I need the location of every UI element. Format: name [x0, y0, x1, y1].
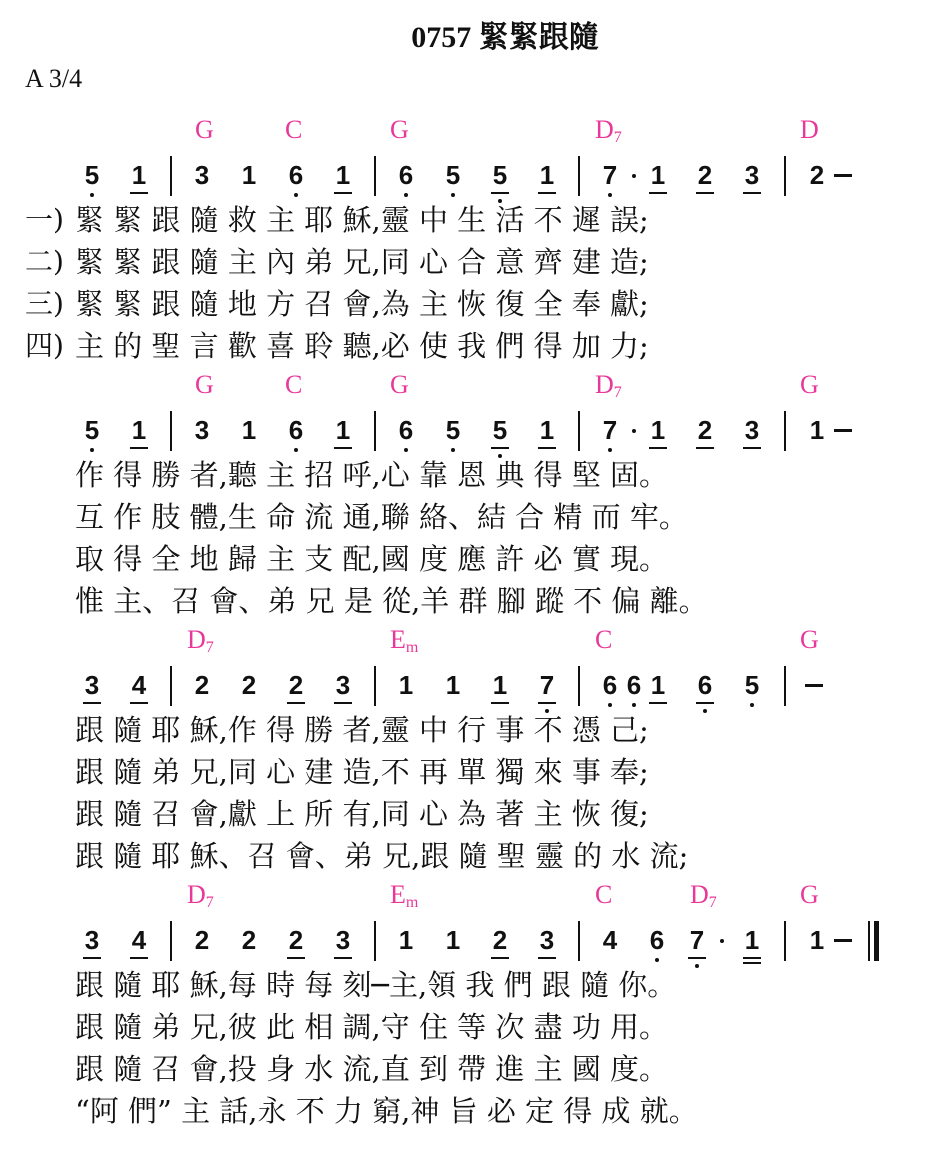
- low-octave-dot: [695, 964, 699, 968]
- bar-line: [578, 921, 580, 961]
- chord-subscript: 7: [613, 384, 622, 401]
- underline: [491, 702, 509, 704]
- underline: [287, 957, 305, 959]
- note-6: 6: [620, 670, 648, 700]
- chord-symbol: C: [595, 625, 613, 654]
- lyric-line: “阿 們” 主 話,永 不 力 窮,神 旨 必 定 得 成 就。: [75, 1094, 698, 1128]
- sustain-dash: [805, 684, 823, 687]
- note-5: 5: [78, 415, 106, 445]
- low-octave-dot: [294, 193, 298, 197]
- underline: [538, 702, 556, 704]
- chord-symbol: $E_m$: [390, 625, 419, 656]
- note-5: 5: [78, 160, 106, 190]
- note-5: 5: [486, 415, 514, 445]
- lyric-line: 主 的 聖 言 歡 喜 聆 聽,必 使 我 們 得 加 力;: [75, 329, 649, 363]
- lyric-line: 惟 主、召 會、弟 兄 是 從,羊 群 腳 蹤 不 偏 離。: [75, 584, 708, 618]
- augmentation-dot: [632, 174, 636, 178]
- note-1: 1: [533, 415, 561, 445]
- lyric-line: 作 得 勝 者,聽 主 招 呼,心 靠 恩 典 得 堅 固。: [75, 458, 669, 492]
- bar-line: [374, 411, 376, 451]
- sustain-dash: [834, 174, 852, 177]
- note-6: 6: [596, 670, 624, 700]
- bar-line: [374, 921, 376, 961]
- final-bar-thick: [874, 921, 879, 961]
- lyric-line: 跟 隨 耶 穌,作 得 勝 者,靈 中 行 事 不 憑 己;: [75, 713, 649, 747]
- note-5: 5: [439, 415, 467, 445]
- underline: [491, 447, 509, 449]
- low-octave-dot: [608, 448, 612, 452]
- lyric-line: 互 作 肢 體,生 命 流 通,聯 絡、結 合 精 而 牢。: [75, 500, 688, 534]
- note-1: 1: [533, 160, 561, 190]
- note-3: 3: [78, 925, 106, 955]
- chord-symbol: G: [195, 115, 214, 144]
- note-1: 1: [644, 160, 672, 190]
- low-octave-dot: [404, 448, 408, 452]
- bar-line: [170, 411, 172, 451]
- chord-subscript: 7: [708, 894, 717, 911]
- note-4: 4: [125, 925, 153, 955]
- note-1: 1: [644, 670, 672, 700]
- underline: [688, 957, 706, 959]
- note-6: 6: [282, 160, 310, 190]
- chord-symbol: G: [390, 370, 409, 399]
- chord-symbol: G: [800, 625, 819, 654]
- lyric-line: 跟 隨 耶 穌、召 會、弟 兄,跟 隨 聖 靈 的 水 流;: [75, 839, 689, 873]
- low-octave-dot: [404, 193, 408, 197]
- bar-line: [170, 666, 172, 706]
- augmentation-dot: [632, 429, 636, 433]
- sustain-dash: [834, 939, 852, 942]
- note-4: 4: [125, 670, 153, 700]
- underline: [287, 702, 305, 704]
- note-2: 2: [282, 925, 310, 955]
- note-3: 3: [78, 670, 106, 700]
- note-1: 1: [445, 670, 461, 700]
- note-1: 1: [809, 925, 825, 955]
- low-octave-dot: [608, 193, 612, 197]
- final-bar-thin: [868, 921, 870, 961]
- chord-subscript: 7: [205, 639, 214, 656]
- note-2: 2: [486, 925, 514, 955]
- low-octave-dot: [294, 448, 298, 452]
- bar-line: [578, 156, 580, 196]
- note-1: 1: [241, 415, 257, 445]
- chord-subscript: m: [405, 639, 419, 656]
- note-3: 3: [738, 160, 766, 190]
- chord-symbol: C: [595, 880, 613, 909]
- underline: [649, 702, 667, 704]
- chord-subscript: 7: [205, 894, 214, 911]
- note-2: 2: [282, 670, 310, 700]
- low-octave-dot: [90, 448, 94, 452]
- lyric-line: 取 得 全 地 歸 主 支 配,國 度 應 許 必 實 現。: [75, 542, 669, 576]
- bar-line: [784, 411, 786, 451]
- note-3: 3: [329, 925, 357, 955]
- note-1: 1: [241, 160, 257, 190]
- note-2: 2: [241, 670, 257, 700]
- augmentation-dot: [720, 939, 724, 943]
- chord-symbol: $D_7$: [187, 880, 214, 911]
- verse-number: 四): [25, 329, 64, 362]
- chord-symbol: C: [285, 115, 303, 144]
- verse-number: 三): [25, 287, 64, 320]
- note-3: 3: [194, 160, 210, 190]
- note-7: 7: [533, 670, 561, 700]
- note-7: 7: [683, 925, 711, 955]
- note-7: 7: [596, 415, 624, 445]
- low-octave-dot: [608, 703, 612, 707]
- low-octave-dot: [655, 958, 659, 962]
- note-2: 2: [809, 160, 825, 190]
- underline: [83, 957, 101, 959]
- underline: [696, 192, 714, 194]
- underline: [83, 702, 101, 704]
- underline: [130, 702, 148, 704]
- lyric-line: 緊 緊 跟 隨 主 內 弟 兄,同 心 合 意 齊 建 造;: [75, 245, 649, 279]
- low-octave-dot: [451, 193, 455, 197]
- note-6: 6: [643, 925, 671, 955]
- verse-number: 一): [25, 203, 64, 236]
- key-signature: A 3/4: [25, 64, 83, 93]
- underline: [334, 702, 352, 704]
- note-6: 6: [282, 415, 310, 445]
- note-7: 7: [596, 160, 624, 190]
- note-3: 3: [194, 415, 210, 445]
- note-3: 3: [329, 670, 357, 700]
- note-1: 1: [125, 415, 153, 445]
- bar-line: [578, 666, 580, 706]
- low-octave-dot: [703, 709, 707, 713]
- underline: [696, 447, 714, 449]
- note-1: 1: [809, 415, 825, 445]
- underline: [491, 192, 509, 194]
- underline: [334, 192, 352, 194]
- lyric-line: 緊 緊 跟 隨 救 主 耶 穌,靈 中 生 活 不 遲 誤;: [75, 203, 649, 237]
- note-1: 1: [445, 925, 461, 955]
- underline: [538, 447, 556, 449]
- underline: [538, 957, 556, 959]
- lyric-line: 緊 緊 跟 隨 地 方 召 會,為 主 恢 復 全 奉 獻;: [75, 287, 649, 321]
- underline: [649, 192, 667, 194]
- underline: [334, 957, 352, 959]
- hymn-title: 0757 緊緊跟隨: [411, 21, 599, 54]
- chord-symbol: D: [800, 115, 819, 144]
- note-1: 1: [738, 925, 766, 955]
- lyric-line: 跟 隨 召 會,投 身 水 流,直 到 帶 進 主 國 度。: [75, 1052, 669, 1086]
- sustain-dash: [834, 429, 852, 432]
- underline: [743, 192, 761, 194]
- low-octave-dot: [632, 703, 636, 707]
- lyric-line: 跟 隨 召 會,獻 上 所 有,同 心 為 著 主 恢 復;: [75, 797, 649, 831]
- note-2: 2: [691, 415, 719, 445]
- note-5: 5: [738, 670, 766, 700]
- note-5: 5: [439, 160, 467, 190]
- verse-number: 二): [25, 245, 64, 278]
- note-1: 1: [329, 160, 357, 190]
- note-3: 3: [533, 925, 561, 955]
- note-2: 2: [241, 925, 257, 955]
- lyric-line: 跟 隨 弟 兄,同 心 建 造,不 再 單 獨 來 事 奉;: [75, 755, 649, 789]
- note-6: 6: [691, 670, 719, 700]
- note-1: 1: [644, 415, 672, 445]
- bar-line: [578, 411, 580, 451]
- low-octave-dot: [750, 703, 754, 707]
- bar-line: [784, 666, 786, 706]
- chord-symbol: G: [800, 370, 819, 399]
- low-octave-dot: [90, 193, 94, 197]
- bar-line: [374, 666, 376, 706]
- underline: [130, 192, 148, 194]
- lyric-line: 跟 隨 弟 兄,彼 此 相 調,守 住 等 次 盡 功 用。: [75, 1010, 669, 1044]
- underline: [649, 447, 667, 449]
- chord-subscript: m: [405, 894, 419, 911]
- note-1: 1: [398, 925, 414, 955]
- chord-symbol: $D_7$: [187, 625, 214, 656]
- chord-symbol: $D_7$: [690, 880, 717, 911]
- chord-symbol: $D_7$: [595, 115, 622, 146]
- underline: [130, 447, 148, 449]
- bar-line: [170, 921, 172, 961]
- underline: [538, 192, 556, 194]
- underline: [334, 447, 352, 449]
- chord-symbol: $E_m$: [390, 880, 419, 911]
- chord-symbol: G: [390, 115, 409, 144]
- underline: [491, 957, 509, 959]
- bar-line: [170, 156, 172, 196]
- chord-symbol: C: [285, 370, 303, 399]
- underline: [743, 957, 761, 959]
- chord-symbol: G: [800, 880, 819, 909]
- note-5: 5: [486, 160, 514, 190]
- underline: [130, 957, 148, 959]
- bar-line: [784, 921, 786, 961]
- note-2: 2: [194, 670, 210, 700]
- chord-symbol: $D_7$: [595, 370, 622, 401]
- note-4: 4: [602, 925, 618, 955]
- underline: [743, 447, 761, 449]
- note-3: 3: [738, 415, 766, 445]
- note-6: 6: [392, 415, 420, 445]
- underline: [696, 702, 714, 704]
- note-2: 2: [691, 160, 719, 190]
- note-2: 2: [194, 925, 210, 955]
- low-octave-dot: [451, 448, 455, 452]
- note-6: 6: [392, 160, 420, 190]
- lyric-line: 跟 隨 耶 穌,每 時 每 刻─主,領 我 們 跟 隨 你。: [75, 968, 677, 1002]
- note-1: 1: [329, 415, 357, 445]
- chord-subscript: 7: [613, 129, 622, 146]
- underline: [743, 962, 761, 964]
- bar-line: [784, 156, 786, 196]
- note-1: 1: [486, 670, 514, 700]
- bar-line: [374, 156, 376, 196]
- chord-symbol: G: [195, 370, 214, 399]
- note-1: 1: [125, 160, 153, 190]
- note-1: 1: [398, 670, 414, 700]
